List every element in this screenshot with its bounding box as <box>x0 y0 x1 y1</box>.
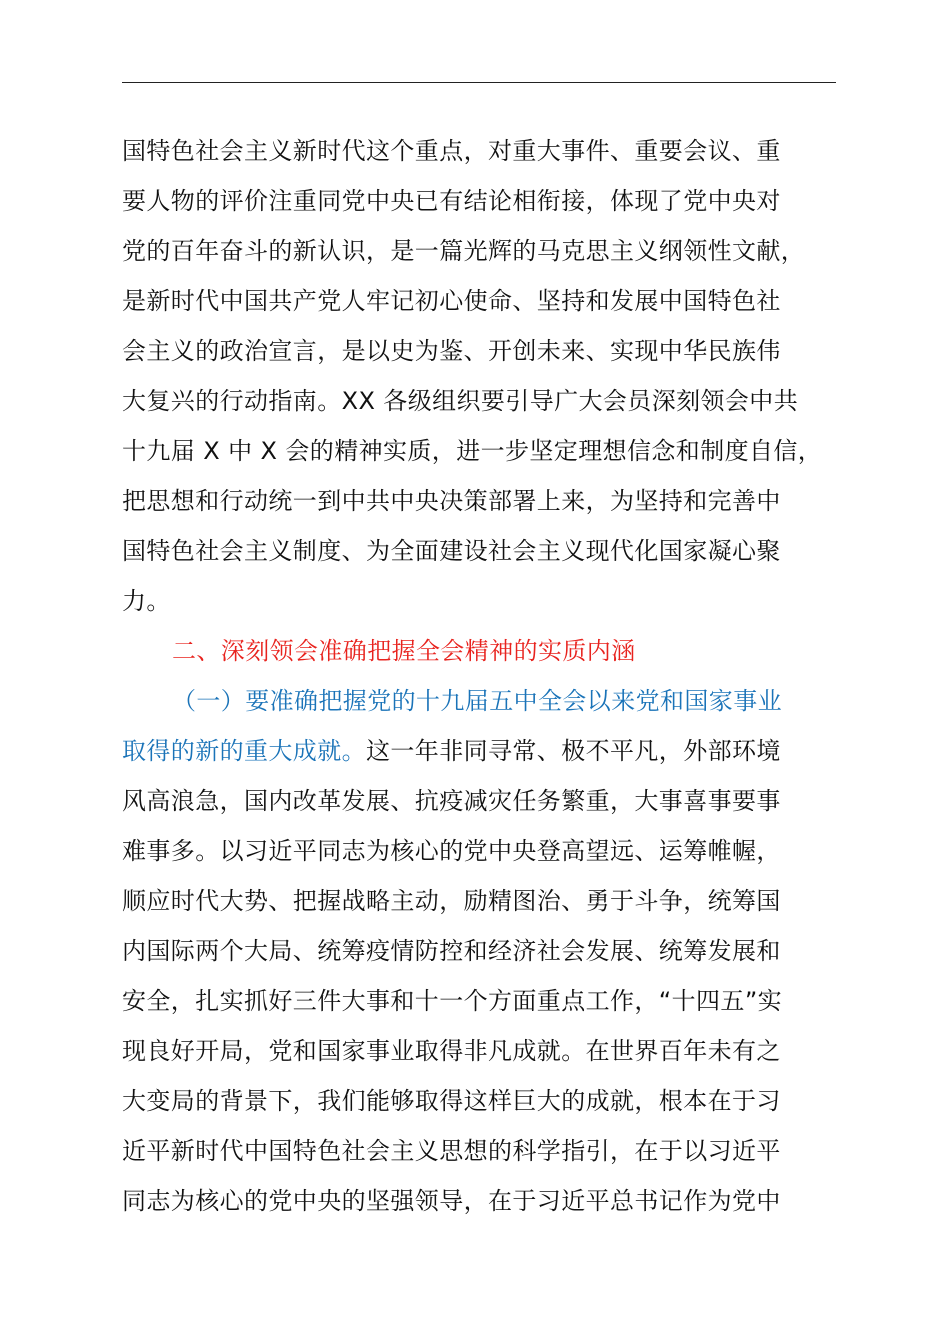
text-line: 大复兴的行动指南。XX 各级组织要引导广大会员深刻领会中共 <box>122 387 799 415</box>
text-line: 内国际两个大局、统筹疫情防控和经济社会发展、统筹发展和 <box>122 937 781 965</box>
text-line: 大变局的背景下，我们能够取得这样巨大的成就，根本在于习 <box>122 1087 781 1115</box>
text-line: 要人物的评价注重同党中央已有结论相衔接，体现了党中央对 <box>122 187 781 215</box>
text-line: 风高浪急，国内改革发展、抗疫减灾任务繁重，大事喜事要事 <box>122 787 781 815</box>
subsection-title-end: 取得的新的重大成就。 <box>122 737 366 765</box>
text-line: 国特色社会主义制度、为全面建设社会主义现代化国家凝心聚 <box>122 537 781 565</box>
text-line: 难事多。以习近平同志为核心的党中央登高望远、运筹帷幄， <box>122 837 781 865</box>
subsection-title: （一）要准确把握党的十九届五中全会以来党和国家事业 <box>172 687 782 715</box>
page-body <box>122 126 838 1226</box>
section-heading: 二、深刻领会准确把握全会精神的实质内涵 <box>172 637 636 665</box>
text-line: 安全，扎实抓好三件大事和十一个方面重点工作，“十四五”实 <box>122 987 783 1015</box>
text-line: 力。 <box>122 587 171 615</box>
text-line: 党的百年奋斗的新认识，是一篇光辉的马克思主义纲领性文献， <box>122 237 806 265</box>
text-line: 顺应时代大势、把握战略主动，励精图治、勇于斗争，统筹国 <box>122 887 781 915</box>
text-line: 近平新时代中国特色社会主义思想的科学指引，在于以习近平 <box>122 1137 781 1165</box>
text-line <box>122 726 838 776</box>
text-line: 会主义的政治宣言，是以史为鉴、开创未来、实现中华民族伟 <box>122 337 781 365</box>
text-line: 十九届 X 中 X 会的精神实质，进一步坚定理想信念和制度自信， <box>122 437 823 465</box>
paragraph-continuation <box>122 126 838 626</box>
text-line: 把思想和行动统一到中共中央决策部署上来，为坚持和完善中 <box>122 487 781 515</box>
text-line: 国特色社会主义新时代这个重点，对重大事件、重要会议、重 <box>122 137 781 165</box>
text-line: 是新时代中国共产党人牢记初心使命、坚持和发展中国特色社 <box>122 287 781 315</box>
header-rule <box>122 82 836 83</box>
subsection-paragraph <box>122 676 838 1226</box>
text-line: 现良好开局，党和国家事业取得非凡成就。在世界百年未有之 <box>122 1037 781 1065</box>
text-line: 同志为核心的党中央的坚强领导，在于习近平总书记作为党中 <box>122 1187 781 1215</box>
body-text: 这一年非同寻常、极不平凡，外部环境 <box>366 737 781 765</box>
